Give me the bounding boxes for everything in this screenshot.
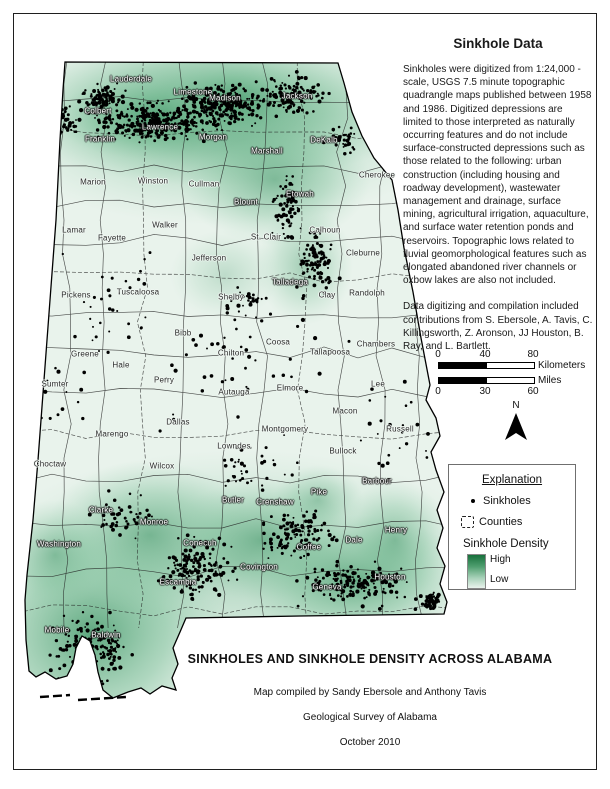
county-label-pike: Pike	[310, 487, 328, 497]
county-label-marshall: Marshall	[251, 146, 283, 156]
miles-tick-60: 60	[527, 386, 539, 397]
county-label-cherokee: Cherokee	[358, 170, 396, 180]
county-label-washington: Washington	[37, 539, 81, 549]
county-label-montgomery: Montgomery	[261, 424, 309, 434]
county-label-clarke: Clarke	[88, 505, 114, 515]
county-label-jackson: Jackson	[281, 91, 313, 101]
kilometers-bar	[438, 362, 535, 369]
info-paragraph-credits: Data digitizing and compilation included contributions from S. Ebersole, A. Tavis, C. Killingsworth, Z. Aronson, JJ Houston, B. Ray, and L. Bartlett.	[403, 301, 593, 353]
county-label-tuscaloosa: Tuscaloosa	[116, 287, 160, 297]
miles-tick-30: 30	[479, 386, 491, 397]
county-label-chambers: Chambers	[356, 339, 396, 349]
county-label-lauderdale: Lauderdale	[109, 74, 153, 84]
county-label-jefferson: Jefferson	[191, 253, 227, 263]
county-label-morgan: Morgan	[198, 132, 228, 142]
density-high-label: High	[490, 554, 511, 565]
county-label-marengo: Marengo	[95, 429, 129, 439]
density-low-label: Low	[490, 574, 509, 585]
county-label-blount: Blount	[234, 197, 258, 207]
density-legend	[467, 554, 575, 588]
map-title: SINKHOLES AND SINKHOLE DENSITY ACROSS ALABAMA	[187, 652, 553, 666]
county-label-pickens: Pickens	[61, 290, 91, 300]
county-label-butler: Butler	[221, 495, 245, 505]
county-label-mobile: Mobile	[44, 625, 70, 635]
map-organization: Geological Survey of Alabama	[303, 712, 437, 723]
miles-bar	[438, 377, 535, 384]
kilometers-unit-label: Kilometers	[538, 360, 586, 371]
county-label-wilcox: Wilcox	[149, 461, 175, 471]
north-arrow-icon	[504, 413, 528, 441]
county-label-calhoun: Calhoun	[309, 225, 341, 235]
county-label-perry: Perry	[153, 375, 175, 385]
sinkholes-label: Sinkholes	[483, 495, 531, 507]
county-label-cullman: Cullman	[188, 179, 220, 189]
county-label-crenshaw: Crenshaw	[256, 497, 294, 507]
county-label-shelby: Shelby	[218, 292, 244, 302]
county-label-lamar: Lamar	[62, 225, 86, 235]
info-panel-title: Sinkhole Data	[453, 36, 543, 51]
county-label-tallapoosa: Tallapoosa	[309, 347, 351, 357]
county-label-bibb: Bibb	[174, 328, 192, 338]
county-label-winston: Winston	[137, 176, 169, 186]
county-label-bullock: Bullock	[329, 446, 357, 456]
density-title: Sinkhole Density	[463, 538, 549, 550]
county-label-conecuh: Conecuh	[183, 538, 217, 548]
county-label-elmore: Elmore	[276, 383, 304, 393]
county-label-covington: Covington	[240, 562, 278, 572]
county-label-clay: Clay	[318, 290, 336, 300]
county-label-fayette: Fayette	[97, 233, 127, 243]
county-outline-icon	[461, 516, 474, 528]
county-label-lee: Lee	[371, 379, 385, 389]
sinkhole-dot-icon	[471, 499, 475, 503]
county-label-dale: Dale	[345, 535, 363, 545]
info-paragraph-methodology: Sinkholes were digitized from 1:24,000 - scale, USGS 7.5 minute topographic quadrangle maps published between 1958 and 1986. Digitized depressions are limited to those interpreted as naturally occurring features and do not include surface-constructed depressions such as those related to the following: urban construction (including housing and roadway development), wastewater management and drainage, surface mining, agricultural irrigation, aquaculture, and surface water retention ponds and reservoirs. Topographic lows related to fluvial geomorphological features such as elongated abandoned river channels or oxbow lakes are also not included.	[403, 64, 592, 287]
county-label-sumter: Sumter	[41, 379, 69, 389]
county-label-chilton: Chilton	[217, 348, 245, 358]
county-label-st-clair: St. Clair	[250, 232, 282, 242]
county-label-marion: Marion	[80, 177, 106, 187]
county-label-limestone: Limestone	[173, 87, 213, 97]
km-tick-40: 40	[479, 349, 491, 360]
county-label-coffee: Coffee	[296, 542, 322, 552]
county-label-barbour: Barbour	[362, 476, 392, 486]
county-label-baldwin: Baldwin	[91, 630, 121, 640]
north-arrow	[503, 400, 529, 446]
scale-bar	[433, 349, 598, 401]
county-label-madison: Madison	[209, 93, 241, 103]
county-label-macon: Macon	[332, 406, 358, 416]
county-label-dekalb: DeKalb	[310, 135, 338, 145]
map-credit: Map compiled by Sandy Ebersole and Anthony Tavis	[253, 687, 487, 698]
county-label-choctaw: Choctaw	[33, 459, 67, 469]
county-label-franklin: Franklin	[84, 134, 116, 144]
county-label-greene: Greene	[71, 349, 99, 359]
legend-box	[448, 464, 576, 590]
km-tick-80: 80	[527, 349, 539, 360]
county-label-etowah: Etowah	[286, 189, 314, 199]
counties-label: Counties	[479, 516, 523, 528]
county-label-russell: Russell	[386, 424, 414, 434]
county-label-hale: Hale	[112, 360, 130, 370]
km-tick-0: 0	[435, 349, 441, 360]
miles-unit-label: Miles	[538, 375, 562, 386]
county-label-cleburne: Cleburne	[345, 248, 381, 258]
county-label-colbert: Colbert	[84, 106, 112, 116]
info-panel	[403, 36, 593, 366]
legend-title: Explanation	[481, 474, 543, 486]
county-label-walker: Walker	[152, 220, 178, 230]
density-gradient-swatch	[467, 554, 486, 589]
county-label-lowndes: Lowndes	[217, 441, 251, 451]
county-label-talladega: Talladega	[271, 277, 309, 287]
county-label-houston: Houston	[374, 572, 406, 582]
miles-tick-0: 0	[435, 386, 441, 397]
map-footer	[95, 652, 610, 748]
legend-item-sinkholes	[467, 495, 575, 507]
legend-item-counties	[461, 516, 575, 528]
county-label-coosa: Coosa	[265, 337, 291, 347]
county-label-randolph: Randolph	[349, 288, 385, 298]
north-label: N	[512, 400, 520, 411]
county-label-geneva: Geneva	[312, 582, 342, 592]
county-label-escambia: Escambia	[159, 577, 197, 587]
county-label-autauga: Autauga	[218, 387, 250, 397]
county-label-henry: Henry	[384, 525, 408, 535]
county-label-lawrence: Lawrence	[141, 122, 179, 132]
map-date: October 2010	[339, 737, 401, 748]
county-label-dallas: Dallas	[166, 417, 190, 427]
county-label-monroe: Monroe	[139, 517, 169, 527]
